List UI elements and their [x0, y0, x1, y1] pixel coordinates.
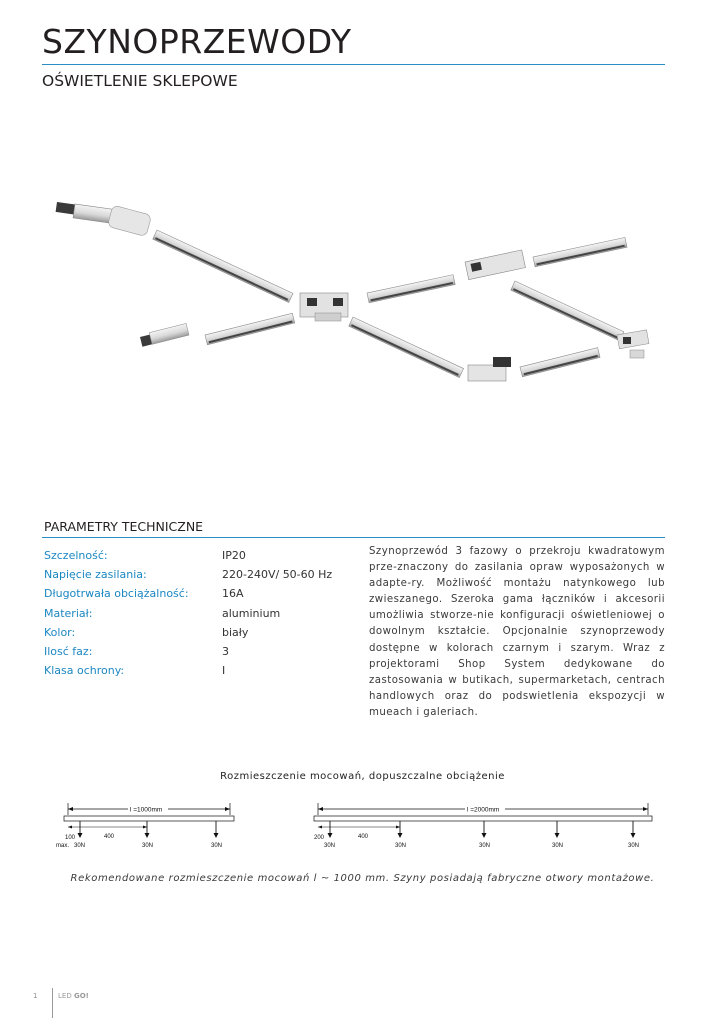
spec-row — [44, 584, 332, 603]
title-divider — [42, 64, 665, 65]
diagram-1000mm — [56, 803, 234, 849]
load-label: 30N — [552, 843, 564, 849]
spec-label: Klasa ochrony: — [44, 664, 125, 678]
footer-divider — [52, 988, 53, 1018]
spec-label: Napięcie zasilania: — [44, 568, 147, 582]
diagram-caption: Rozmieszczenie mocowań, dopuszczalne obciążenie — [220, 771, 505, 782]
load-label: 30N — [142, 843, 154, 849]
spec-row — [44, 546, 332, 565]
spec-value: 3 — [222, 645, 229, 659]
rail-bar — [314, 816, 652, 821]
load-label: 30N — [479, 843, 491, 849]
rail-segment — [153, 230, 293, 302]
spec-value: IP20 — [222, 549, 246, 563]
dim-spacing: 400 — [104, 834, 115, 840]
x-connector — [300, 293, 348, 321]
rail-segment — [533, 237, 627, 266]
spec-value: aluminium — [222, 606, 281, 620]
spec-row — [44, 642, 332, 661]
length-label: l =1000mm — [130, 806, 163, 814]
load-label: 30N — [211, 843, 223, 849]
spec-value: I — [222, 664, 226, 678]
brand-prefix: LED — [58, 992, 72, 1000]
spec-label: Ilosć faz: — [44, 645, 93, 659]
rail-segment — [520, 348, 600, 377]
load-label: 30N — [324, 843, 336, 849]
spec-row — [44, 604, 332, 623]
spec-row — [44, 661, 332, 680]
spec-row — [44, 623, 332, 642]
diagram-2000mm — [314, 803, 652, 849]
track-system-illustration — [45, 185, 665, 400]
section-divider — [42, 537, 665, 538]
load-label: 30N — [628, 843, 640, 849]
footer-brand — [58, 992, 89, 1000]
product-description: Szynoprzewód 3 fazowy o przekroju kwadratowym prze-znaczony do zasilania opraw wyposażonych w adapte-ry. Możliwość montażu natynkowego lub zwieszanego. Szeroka gama łączników i akcesorii umożliwia stworze-nie konfiguracji oświetleniowej o dowolnym kształcie. Opcjonalnie szynoprzewody dostępne w kolorach czarnym i szarym. Wraz z projektorami Shop System dedykowane do zastosowania w butikach, supermarketach, centrach handlowych oraz do podswietlenia ekspozycji w mueach i galeriach. — [369, 546, 665, 718]
rail-segment — [511, 281, 624, 341]
dim-offset: 100 — [65, 835, 76, 841]
spec-value: biały — [222, 625, 249, 639]
corner-connector — [465, 250, 525, 280]
mounting-recommendation: Rekomendowane rozmieszczenie mocowań l ~ 1000 mm. Szyny posiadają fabryczne otwory montażowe. — [70, 873, 655, 884]
rail-bar — [64, 816, 234, 821]
spec-value: 220-240V/ 50-60 Hz — [222, 568, 333, 582]
spec-row — [44, 565, 332, 584]
load-label: 30N — [395, 843, 407, 849]
section-heading: PARAMETRY TECHNICZNE — [44, 519, 204, 534]
rail-segment — [205, 313, 295, 344]
end-cap-connector — [140, 323, 189, 346]
brand-suffix: GO! — [73, 992, 89, 1000]
spec-label: Szczelność: — [44, 549, 108, 563]
dim-spacing: 400 — [358, 834, 369, 840]
spec-label: Materiał: — [44, 606, 93, 620]
corner-connector — [468, 357, 511, 381]
end-cap-connector — [56, 202, 152, 237]
length-label: l =2000mm — [467, 806, 500, 814]
end-cap-connector — [617, 330, 649, 358]
page-subtitle: OŚWIETLENIE SKLEPOWE — [42, 72, 238, 90]
rail-segment — [367, 275, 455, 303]
spec-value: 16A — [222, 587, 244, 601]
spec-table — [44, 546, 332, 680]
rail-segment — [349, 317, 464, 378]
page-title: SZYNOPRZEWODY — [42, 22, 352, 61]
dim-offset: 200 — [314, 835, 325, 841]
spec-label: Długotrwała obciążalność: — [44, 587, 189, 601]
load-label: 30N — [74, 843, 86, 849]
mounting-diagram — [0, 795, 725, 855]
page-number: 1 — [33, 992, 38, 1000]
dim-max: max. — [56, 843, 70, 849]
spec-label: Kolor: — [44, 625, 76, 639]
